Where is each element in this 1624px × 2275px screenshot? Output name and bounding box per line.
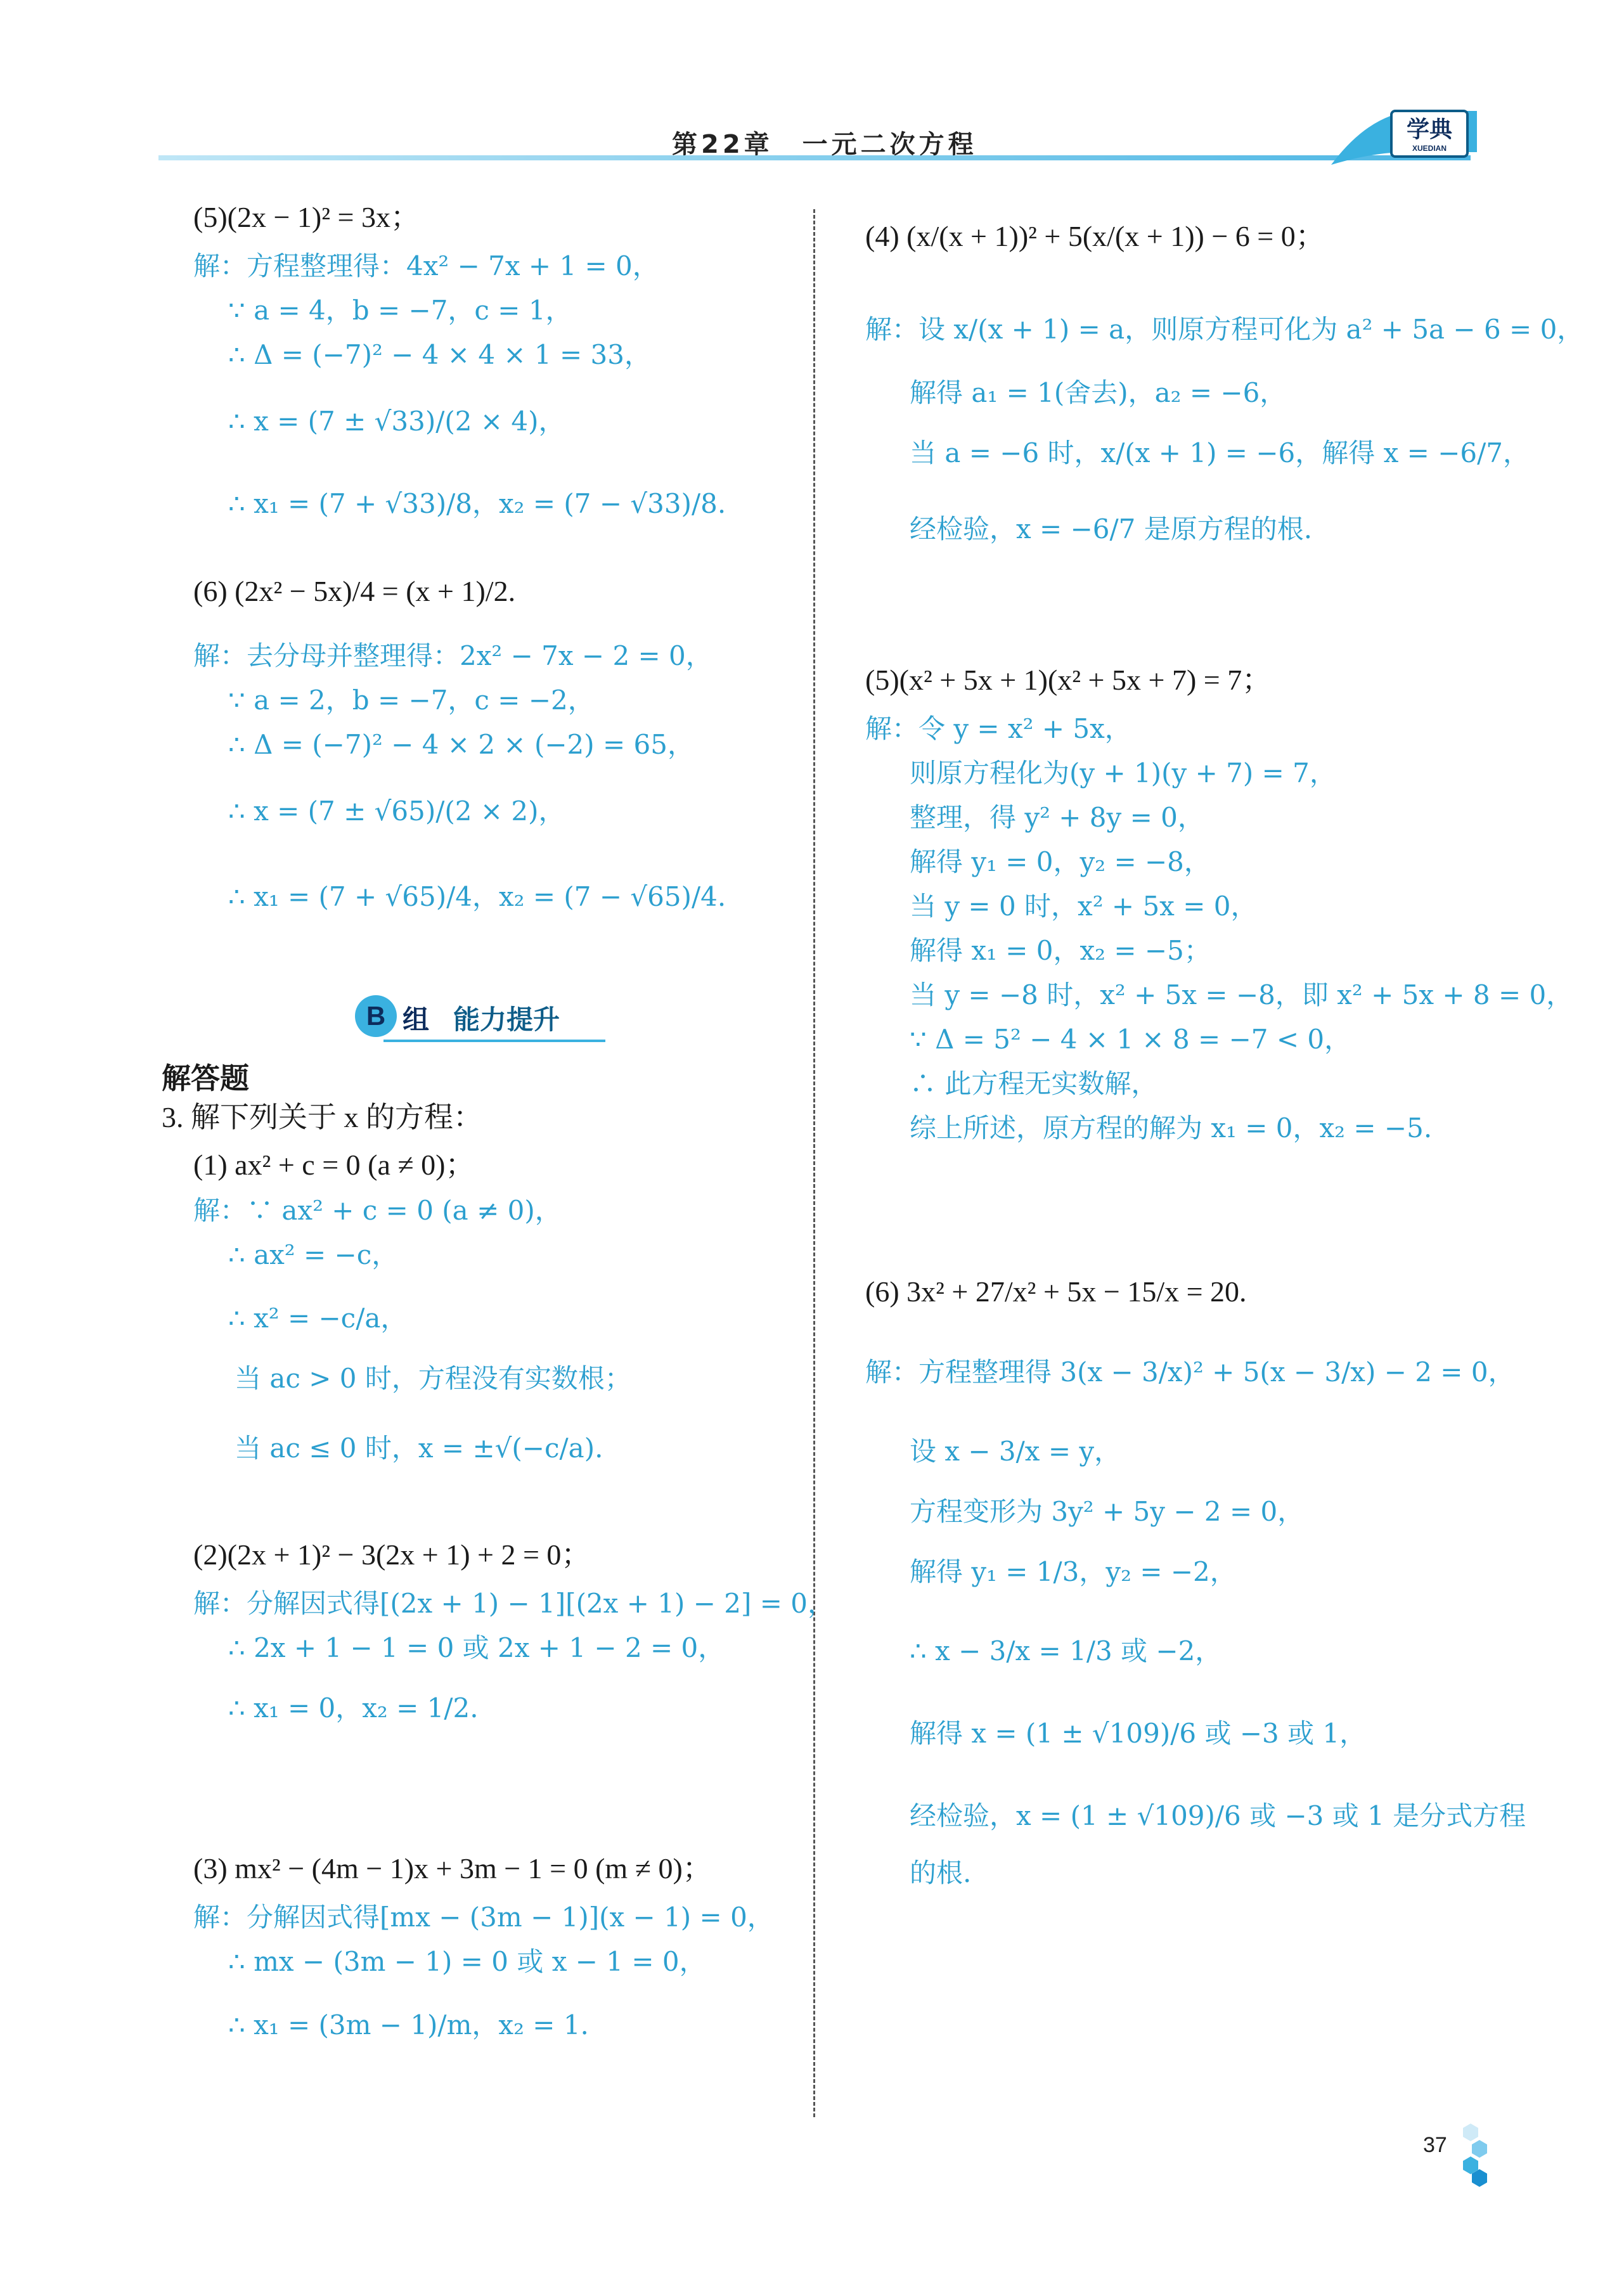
left-solution-line: 当 ac > 0 时，方程没有实数根； — [235, 1363, 631, 1394]
logo-icon — [1331, 108, 1477, 168]
left-question-line: 3. 解下列关于 x 的方程： — [162, 1101, 482, 1133]
right-solution-line: ∵ Δ = 5² − 4 × 1 × 8 = −7 < 0， — [910, 1024, 1351, 1055]
left-solution-line: 解：∵ ax² + c = 0 (a ≠ 0)， — [193, 1195, 562, 1226]
column-divider — [813, 209, 815, 2117]
right-solution-line: 解：方程整理得 3(x − 3/x)² + 5(x − 3/x) − 2 = 0， — [865, 1357, 1515, 1388]
left-solution-line: ∴ mx − (3m − 1) = 0 或 x − 1 = 0， — [228, 1946, 706, 1977]
left-solution-line: ∴ 2x + 1 − 1 = 0 或 2x + 1 − 2 = 0， — [228, 1632, 725, 1663]
page-number: 37 — [1423, 2133, 1447, 2157]
left-solution-line: ∴ ax² = −c， — [228, 1239, 399, 1270]
logo-subtext: XUEDIAN — [1412, 144, 1447, 153]
left-solution-line: ∴ x₁ = 0，x₂ = 1/2. — [228, 1692, 479, 1724]
right-solution-line: 当 y = 0 时，x² + 5x = 0， — [910, 891, 1258, 922]
right-solution-line: ∴ 此方程无实数解， — [910, 1068, 1158, 1099]
right-solution-line: 的根. — [910, 1857, 972, 1888]
left-question-line: (5)(2x − 1)² = 3x； — [193, 201, 420, 233]
right-question-line: (4) (x/(x + 1))² + 5(x/(x + 1)) − 6 = 0； — [865, 220, 1325, 252]
right-solution-line: 经检验，x = −6/7 是原方程的根. — [910, 513, 1313, 545]
right-solution-line: 方程变形为 3y² + 5y − 2 = 0， — [910, 1496, 1305, 1527]
left-solution-line: ∴ Δ = (−7)² − 4 × 4 × 1 = 33， — [228, 339, 651, 370]
right-solution-line: 解得 a₁ = 1(舍去)，a₂ = −6， — [910, 377, 1287, 408]
section-group: 组 — [403, 1004, 430, 1035]
right-solution-line: ∴ x − 3/x = 1/3 或 −2， — [910, 1635, 1222, 1666]
right-solution-line: 解得 y₁ = 0，y₂ = −8， — [910, 846, 1211, 877]
left-solution-line: 解：分解因式得[mx − (3m − 1)](x − 1) = 0， — [193, 1902, 774, 1933]
left-question-line: (3) mx² − (4m − 1)x + 3m − 1 = 0 (m ≠ 0)； — [193, 1852, 712, 1885]
left-solution-line: ∵ a = 4，b = −7，c = 1， — [228, 295, 572, 326]
left-solution-line: ∴ x₁ = (7 + √33)/8，x₂ = (7 − √33)/8. — [228, 488, 726, 519]
left-question-line: (6) (2x² − 5x)/4 = (x + 1)/2. — [193, 575, 516, 607]
left-solution-line: ∴ x = (7 ± √33)/(2 × 4)， — [228, 406, 565, 437]
left-solution-line: ∴ Δ = (−7)² − 4 × 2 × (−2) = 65， — [228, 729, 694, 760]
right-solution-line: 解得 y₁ = 1/3，y₂ = −2， — [910, 1556, 1237, 1587]
left-solution-line: ∴ x = (7 ± √65)/(2 × 2)， — [228, 796, 565, 827]
right-solution-line: 经检验，x = (1 ± √109)/6 或 −3 或 1 是分式方程 — [910, 1800, 1526, 1831]
right-solution-line: 设 x − 3/x = y， — [910, 1436, 1121, 1467]
right-question-line: (5)(x² + 5x + 1)(x² + 5x + 7) = 7； — [865, 664, 1272, 696]
left-question-line: (1) ax² + c = 0 (a ≠ 0)； — [193, 1149, 475, 1181]
right-solution-line: 则原方程化为(y + 1)(y + 7) = 7， — [910, 757, 1336, 789]
left-solution-line: 解：分解因式得[(2x + 1) − 1][(2x + 1) − 2] = 0， — [193, 1588, 834, 1619]
right-solution-line: 综上所述，原方程的解为 x₁ = 0，x₂ = −5. — [910, 1112, 1433, 1144]
left-heading: 解答题 — [162, 1061, 249, 1095]
left-solution-line: ∴ x₁ = (7 + √65)/4，x₂ = (7 − √65)/4. — [228, 881, 726, 912]
logo-text: 学典 — [1406, 117, 1453, 143]
left-solution-line: ∴ x² = −c/a， — [228, 1303, 408, 1334]
right-solution-line: 解得 x = (1 ± √109)/6 或 −3 或 1， — [910, 1718, 1367, 1749]
section-badge: B — [355, 995, 397, 1037]
hexagon-decoration-icon — [1452, 2124, 1490, 2187]
right-solution-line: 整理，得 y² + 8y = 0， — [910, 802, 1204, 833]
left-question-line: (2)(2x + 1)² − 3(2x + 1) + 2 = 0； — [193, 1538, 591, 1571]
section-underline — [383, 1040, 605, 1042]
right-solution-line: 当 y = −8 时，x² + 5x = −8，即 x² + 5x + 8 = 0， — [910, 979, 1573, 1010]
left-solution-line: 解：去分母并整理得：2x² − 7x − 2 = 0， — [193, 640, 712, 671]
chapter-title: 第22章 一元二次方程 — [672, 130, 977, 159]
left-solution-line: ∵ a = 2，b = −7，c = −2， — [228, 685, 595, 716]
right-question-line: (6) 3x² + 27/x² + 5x − 15/x = 20. — [865, 1275, 1247, 1308]
right-solution-line: 解：令 y = x² + 5x， — [865, 713, 1131, 744]
right-solution-line: 解：设 x/(x + 1) = a，则原方程可化为 a² + 5a − 6 = 0， — [865, 314, 1584, 345]
left-solution-line: ∴ x₁ = (3m − 1)/m，x₂ = 1. — [228, 2009, 589, 2040]
right-solution-line: 解得 x₁ = 0，x₂ = −5； — [910, 935, 1211, 966]
right-solution-line: 当 a = −6 时，x/(x + 1) = −6，解得 x = −6/7， — [910, 437, 1530, 468]
left-solution-line: 解：方程整理得：4x² − 7x + 1 = 0， — [193, 250, 659, 281]
left-solution-line: 当 ac ≤ 0 时，x = ±√(−c/a). — [235, 1433, 603, 1464]
section-title: 能力提升 — [453, 1004, 560, 1035]
